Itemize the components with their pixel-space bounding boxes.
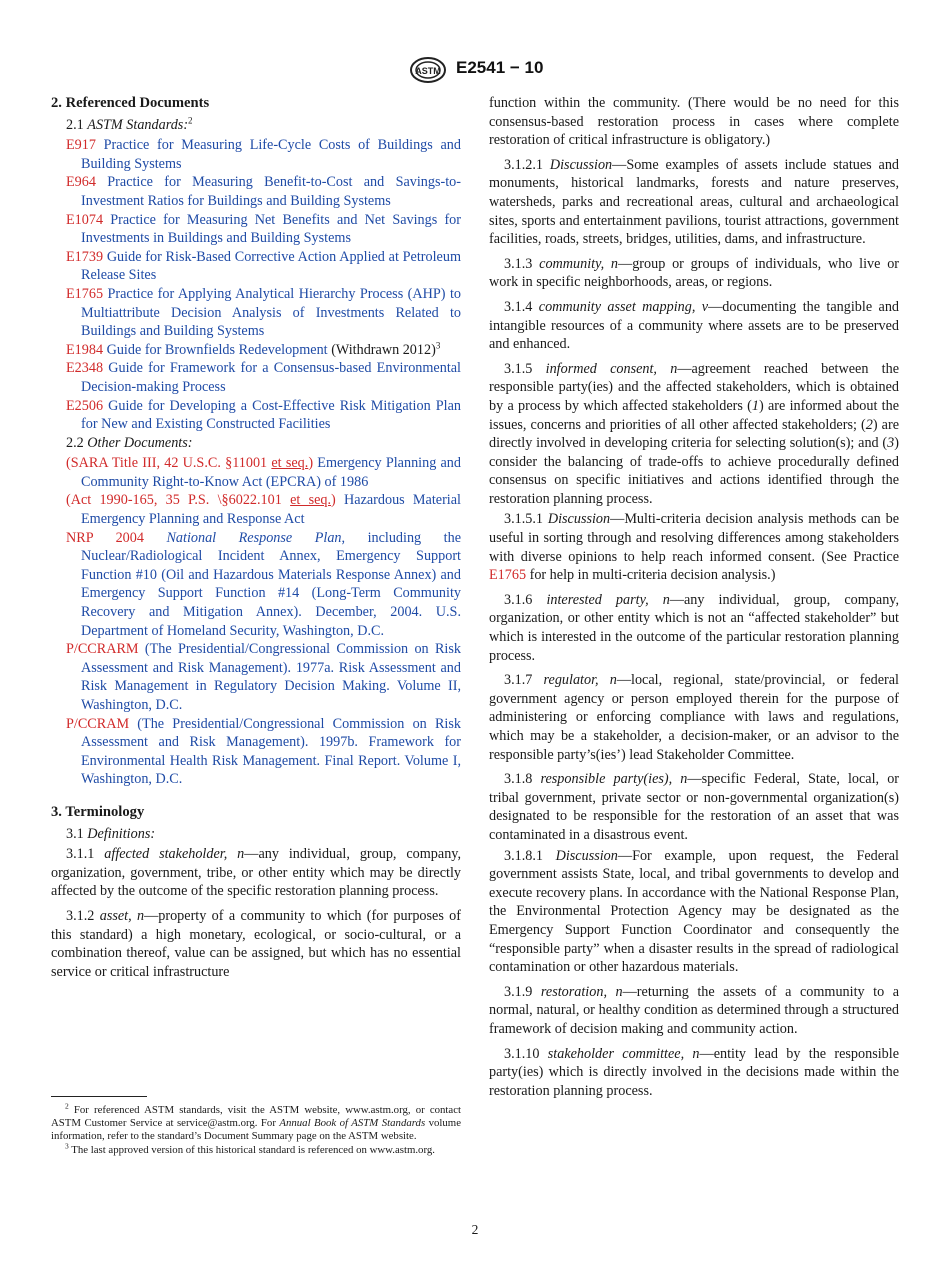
other-documents-label: 2.2 Other Documents: [66, 434, 193, 451]
term-affected-stakeholder: 3.1.1 affected stakeholder, n—any individual, group, company, organization, government, tribe, or other entity which may be directly affected by the outcome of the specific restoration planning process. [51, 846, 462, 900]
term-stakeholder-committee: 3.1.10 stakeholder committee, n—entity lead by the responsible party(ies) which is directly involved in the decisions made within the restoration planning process. [489, 1045, 900, 1099]
reference-pccrarm[interactable]: P/CCRARM (The Presidential/Congressional Commission on Risk Assessment and Risk Management). 1977a. Risk Assessment and Risk Management in Regulatory Decision Making. Volume II, Washington, D.C. [66, 641, 461, 713]
reference-e1765[interactable]: E1765 Practice for Applying Analytical Hierarchy Process (AHP) to Multiattribute Decision Analysis of Investments Related to Buildings and Building Systems [66, 285, 461, 340]
term-asset-discussion: 3.1.2.1 Discussion—Some examples of assets include statues and monuments, historical landmarks, forests and nature preserves, watersheds, parks and recreational areas, cultural and archaeological sites, sports and entertainment pavilions, tourist attractions, government facilities, roads, streets, bridges, utilities, dams, and infrastructure. [489, 156, 900, 248]
asset-continuation: function within the community. (There would be no need for this consensus-based restoration process in cases where complete restoration of critical infrastructure is obligatory.) [489, 95, 899, 149]
link-e1765[interactable]: E1765 [489, 567, 527, 584]
svg-text:ASTM: ASTM [415, 66, 441, 76]
reference-act-1990[interactable]: (Act 1990-165, 35 P.S. \§6022.101 et seq.) Hazardous Material Emergency Planning and Response Act [66, 492, 461, 528]
astm-standards-label: 2.1 ASTM Standards:$^2$ [66, 114, 193, 133]
term-informed-consent-discussion: 3.1.5.1 Discussion—Multi-criteria decision analysis methods can be useful in sorting through and resolving differences among stakeholders with diverse opinions to help reach informed consent. (See Practice E1765 for help in multi-criteria decision analysis.) [489, 511, 899, 584]
reference-e1739[interactable]: E1739 Guide for Risk-Based Corrective Action Applied at Petroleum Release Sites [66, 248, 461, 284]
standard-designation: E2541 − 10 [456, 58, 544, 77]
term-responsible-party: 3.1.8 responsible party(ies), n—specific Federal, State, local, or tribal government, private sector or non-governmental organization(s) designated to be responsible for the restoration of an asset that was contaminated in a disastrous event. [489, 771, 900, 843]
footnote-2: $^2$ For referenced ASTM standards, visit the ASTM website, www.astm.org, or contact ASTM Customer Service at service@astm.org. For Annual Book of ASTM Standards volume information, refer to the standard’s Document Summary page on the ASTM website. [51, 1101, 461, 1142]
page-number: 2 [471, 1222, 479, 1237]
section-2-heading: 2. Referenced Documents [51, 95, 210, 111]
term-restoration: 3.1.9 restoration, n—returning the assets of a community to a normal, natural, or healthy condition as determined through a structured framework of decision making and community action. [489, 983, 899, 1037]
page-header [0, 56, 950, 86]
reference-e917[interactable]: E917 Practice for Measuring Life-Cycle Costs of Buildings and Building Systems [66, 137, 461, 172]
definitions-label: 3.1 Definitions: [66, 825, 156, 842]
reference-pccram[interactable]: P/CCRAM (The Presidential/Congressional Commission on Risk Assessment and Risk Management). 1997b. Framework for Environmental Health Risk Management. Final Report. Volume I, Washington, D.C. [66, 715, 461, 788]
term-community: 3.1.3 community, n—group or groups of individuals, who live or work in specific neighborhoods, areas, or regions. [489, 255, 900, 291]
astm-logo-icon [408, 56, 448, 84]
reference-e2506[interactable]: E2506 Guide for Developing a Cost-Effective Risk Mitigation Plan for New and Existing Constructed Facilities [66, 397, 461, 433]
footnote-divider [51, 1096, 147, 1097]
term-asset: 3.1.2 asset, n—property of a community to which (for purposes of this standard) a high monetary, ecological, or socio-cultural, or a combination thereof, value can be assigned, but which has no essential service or critical infrastructure [51, 907, 462, 980]
term-community-asset-mapping: 3.1.4 community asset mapping, v—documenting the tangible and intangible resources of a community where assets are to be preserved and enhanced. [489, 298, 900, 353]
reference-nrp-2004[interactable]: NRP 2004 National Response Plan, including the Nuclear/Radiological Incident Annex, Emergency Support Function #10 (Oil and Hazardous Materials Response Annex) and Emergency Support Function #14 (Long-Term Community Recovery and Mitigation Annex). December, 2004. U.S. Department of Homeland Security, Washington, D.C. [66, 529, 461, 639]
reference-e1074[interactable]: E1074 Practice for Measuring Net Benefits and Net Savings for Investments in Buildings and Building Systems [66, 211, 461, 247]
reference-sara[interactable]: (SARA Title III, 42 U.S.C. §11001 et seq.) Emergency Planning and Community Right-to-Know Act (EPCRA) of 1986 [66, 455, 461, 490]
term-interested-party: 3.1.6 interested party, n—any individual, group, company, organization, or other entity which is not an “affected stakeholder” but which is interested in the outcome of the particular restoration planning process. [489, 591, 900, 664]
term-informed-consent: 3.1.5 informed consent, n—agreement reached between the responsible party(ies) and the affected stakeholders, which is obtained by a process by which affected stakeholders (1) are informed about the issues, concerns and priorities of all other affected stakeholders; (2) are directly involved in developing criteria for selecting solution(s); and (3) consider the balancing of trade-offs to achieve procedurally defined consensus on specific initiatives and actions identified through the restoration planning process. [489, 360, 900, 507]
reference-e1984[interactable]: E1984 Guide for Brownfields Redevelopment (Withdrawn 2012)$^3$ [66, 339, 441, 358]
term-regulator: 3.1.7 regulator, n—local, regional, state/provincial, or federal government agency or person employed therein for the purpose of administering or enforcing compliance with laws and regulations, which may be a stakeholder, a decision-maker, or an advisor to the responsible party’s(ies’) lead Stakeholder Committee. [489, 672, 899, 763]
footnotes [51, 1101, 461, 1158]
section-3-heading: 3. Terminology [51, 803, 145, 820]
reference-e2348[interactable]: E2348 Guide for Framework for a Consensus-based Environmental Decision-making Process [66, 360, 461, 395]
reference-e964[interactable]: E964 Practice for Measuring Benefit-to-Cost and Savings-to-Investment Ratios for Buildings and Building Systems [66, 174, 461, 209]
left-column [51, 94, 461, 987]
footnote-3: $^3$ The last approved version of this historical standard is referenced on www.astm.org. [65, 1141, 435, 1156]
right-column [489, 94, 899, 1106]
term-responsible-party-discussion: 3.1.8.1 Discussion—For example, upon request, the Federal government assists State, local, and tribal governments to develop and execute recovery plans. In accordance with the National Response Plan, the Environmental Protection Agency may be designated as the Emergency Support Function Coordinator and consequently the “responsible party” when a disaster results in the spread of radiological contamination or other hazardous materials. [489, 847, 900, 976]
